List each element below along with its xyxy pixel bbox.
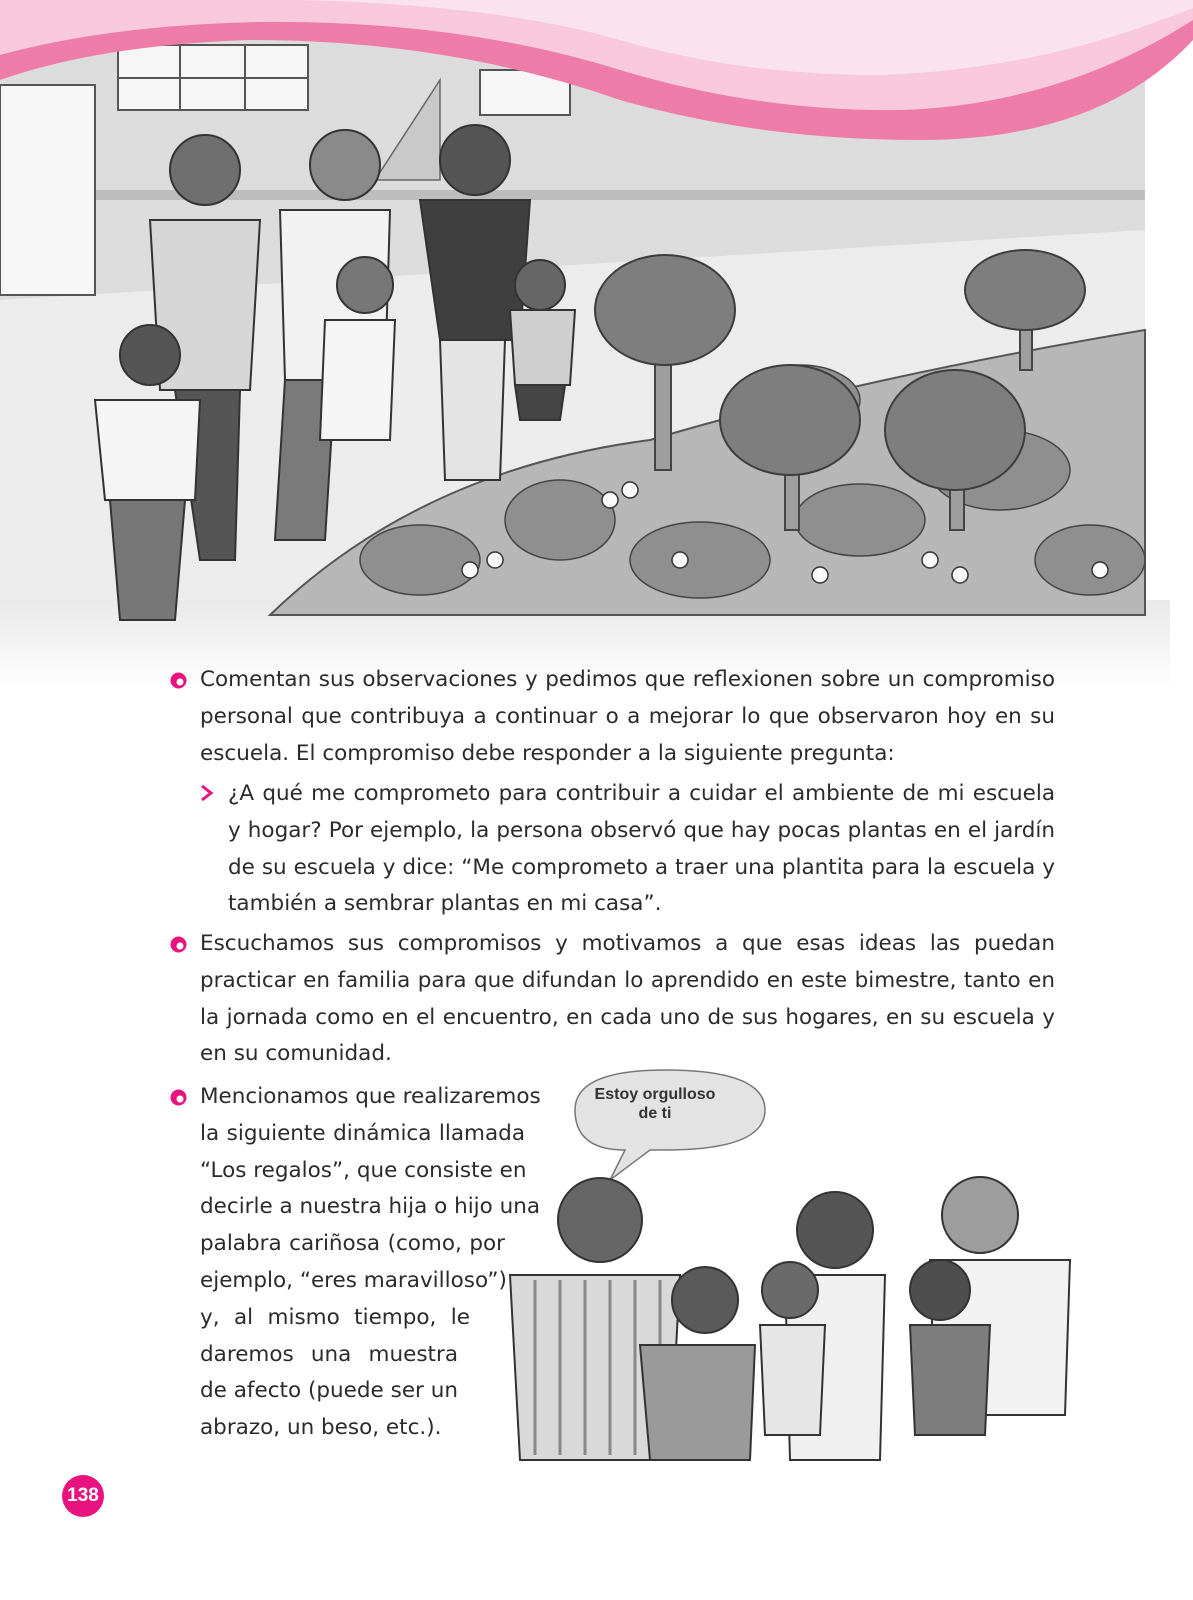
header-wave-decoration — [0, 0, 1193, 150]
page-number: 138 — [62, 1475, 104, 1517]
speech-bubble-line: Estoy orgulloso — [594, 1086, 716, 1103]
paragraph-line: la siguiente dinámica llamada — [200, 1120, 525, 1146]
paragraph-line: y, al mismo tiempo, le — [200, 1304, 470, 1330]
paragraph-commitments — [170, 926, 1055, 1073]
paragraph-line: Mencionamos que realizaremos — [200, 1084, 541, 1109]
pink-bullet-icon — [170, 1089, 187, 1106]
paragraph-line: palabra cariñosa (como, por — [200, 1231, 505, 1257]
paragraph-text: Escuchamos sus compromisos y motivamos a que esas ideas las puedan practicar en familia para que difundan lo aprendido en este bimestre, tanto en la jornada como en el encuentro, en cada uno de sus hogares, en su escuela y en su comunidad. — [200, 931, 1055, 1067]
paragraph-line: decirle a nuestra hija o hijo una — [200, 1194, 541, 1220]
paragraph-observations — [170, 662, 1055, 772]
family-hugging-illustration — [480, 1065, 1110, 1465]
speech-bubble-line: de ti — [638, 1105, 672, 1122]
pink-bullet-icon — [170, 672, 187, 689]
chevron-right-icon — [200, 784, 214, 802]
subitem-question — [170, 776, 1055, 923]
paragraph-line: de afecto (puede ser un — [200, 1378, 458, 1404]
paragraph-dynamic — [170, 1079, 541, 1447]
speech-bubble-text — [580, 1085, 730, 1123]
subitem-text: ¿A qué me comprometo para contribuir a cuidar el ambiente de mi escuela y hogar? Por ejemplo, la persona observó que hay pocas plantas en el jardín de su escuela y dice: “Me comprometo a traer una plantita para la escuela y también a sembrar plantas en mi casa”. — [228, 781, 1055, 917]
paragraph-line: abrazo, un beso, etc.). — [200, 1415, 442, 1441]
paragraph-line: daremos una muestra — [200, 1341, 458, 1367]
paragraph-line: “Los regalos”, que consiste en — [200, 1157, 527, 1183]
paragraph-text: Comentan sus observaciones y pedimos que reflexionen sobre un compromiso personal que contribuya a continuar o a mejorar lo que observaron hoy en su escuela. El compromiso debe responder a la siguiente pregunta: — [200, 667, 1055, 766]
paragraph-line: ejemplo, “eres maravilloso”) — [200, 1267, 507, 1293]
pink-bullet-icon — [170, 936, 187, 953]
